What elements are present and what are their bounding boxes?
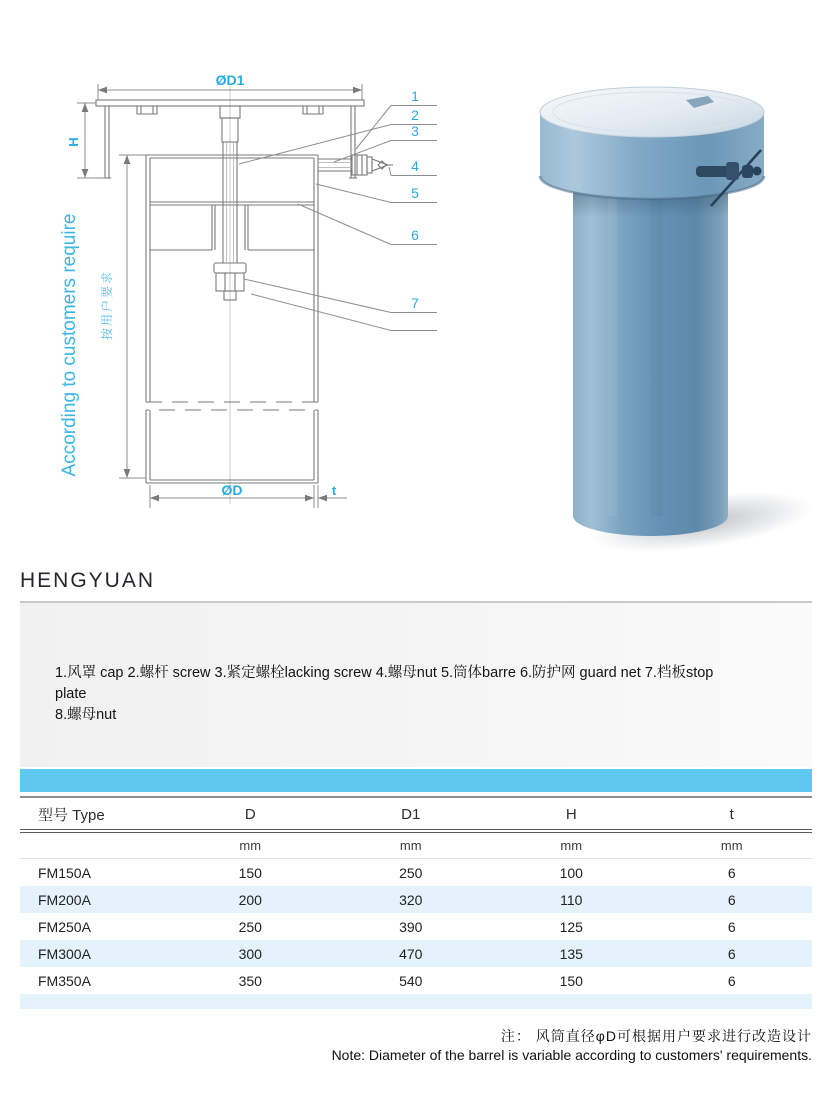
- col-header-t: t: [729, 805, 734, 823]
- table-accent-band: [20, 769, 812, 792]
- cell-h: 100: [559, 864, 583, 881]
- cell-d1: 390: [399, 918, 423, 935]
- note-english: Note: Diameter of the barrel is variable according to customers' requirements.: [331, 1047, 812, 1063]
- technical-drawing: [55, 58, 460, 563]
- cell-d1: 540: [399, 972, 423, 989]
- cell-t: 6: [727, 918, 736, 935]
- break-dashes: [146, 402, 318, 410]
- parts-list-line-1: 1.风罩 cap 2.螺杆 screw 3.紧定螺栓lacking screw 4.螺母nut 5.筒体barre 6.防护网 guard net 7.档板stop plate: [55, 665, 714, 702]
- callout-numbers: [411, 88, 419, 311]
- cell-t: 6: [727, 891, 736, 908]
- table-row: [20, 940, 812, 967]
- vertical-note-en: According to customers require: [59, 213, 80, 477]
- col-header-d1: D1: [401, 805, 421, 823]
- cell-d: 300: [238, 945, 262, 962]
- callout-leaders: [239, 106, 437, 331]
- unit-cell: mm: [239, 838, 262, 853]
- barrel-photo-art: [540, 87, 817, 560]
- cell-d1: 320: [399, 891, 423, 908]
- footnotes: [20, 1027, 812, 1065]
- cell-d1: 250: [399, 864, 423, 881]
- parts-list-line-2: 8.螺母nut: [55, 707, 117, 723]
- cell-d1: 470: [399, 945, 423, 962]
- cell-t: 6: [727, 945, 736, 962]
- table-tail-strip: [20, 994, 812, 1009]
- cell-h: 110: [560, 891, 583, 908]
- cell-d: 250: [238, 918, 262, 935]
- svg-text:3: 3: [411, 123, 419, 139]
- table-row: [20, 859, 812, 886]
- cell-type: FM300A: [38, 945, 91, 962]
- cell-h: 125: [559, 918, 583, 935]
- parts-panel: [20, 601, 812, 767]
- unit-cell: mm: [399, 838, 422, 853]
- unit-cell: mm: [560, 838, 583, 853]
- svg-text:6: 6: [411, 227, 419, 243]
- svg-text:5: 5: [411, 185, 419, 201]
- cell-d: 350: [238, 972, 262, 989]
- cell-d: 200: [238, 891, 262, 908]
- cell-t: 6: [727, 972, 736, 989]
- table-header-row: [20, 799, 812, 829]
- svg-text:4: 4: [411, 158, 419, 174]
- parts-list: [55, 663, 745, 726]
- col-header-type: 型号 Type: [38, 806, 105, 824]
- dim-label-d1: ØD1: [215, 72, 245, 88]
- dim-label-h: H: [66, 137, 81, 147]
- table-row: [20, 913, 812, 940]
- svg-text:7: 7: [411, 295, 419, 311]
- dim-label-t: t: [331, 483, 337, 498]
- dim-label-d: ØD: [221, 482, 243, 498]
- cell-type: FM250A: [38, 918, 91, 935]
- brand-title: HENGYUAN: [20, 569, 156, 592]
- product-photo: [490, 70, 820, 560]
- cell-t: 6: [727, 864, 736, 881]
- part-outlines: [96, 100, 393, 483]
- svg-text:2: 2: [411, 107, 419, 123]
- cell-h: 135: [559, 945, 583, 962]
- cell-d: 150: [238, 864, 262, 881]
- col-header-d: D: [244, 805, 256, 823]
- table-row: [20, 967, 812, 994]
- vertical-note-zh: 按用户要求: [100, 269, 114, 341]
- cell-type: FM350A: [38, 972, 91, 989]
- note-chinese: 注： 风筒直径φD可根据用户要求进行改造设计: [500, 1028, 812, 1044]
- cell-h: 150: [559, 972, 583, 989]
- table-top-rule: [20, 796, 812, 798]
- unit-cell: mm: [720, 838, 743, 853]
- table-units-row: [20, 833, 812, 859]
- table-row: [20, 886, 812, 913]
- col-header-h: H: [565, 805, 577, 823]
- spec-table: [20, 799, 812, 1009]
- cell-type: FM150A: [38, 864, 91, 881]
- svg-text:1: 1: [411, 88, 419, 104]
- cell-type: FM200A: [38, 891, 91, 908]
